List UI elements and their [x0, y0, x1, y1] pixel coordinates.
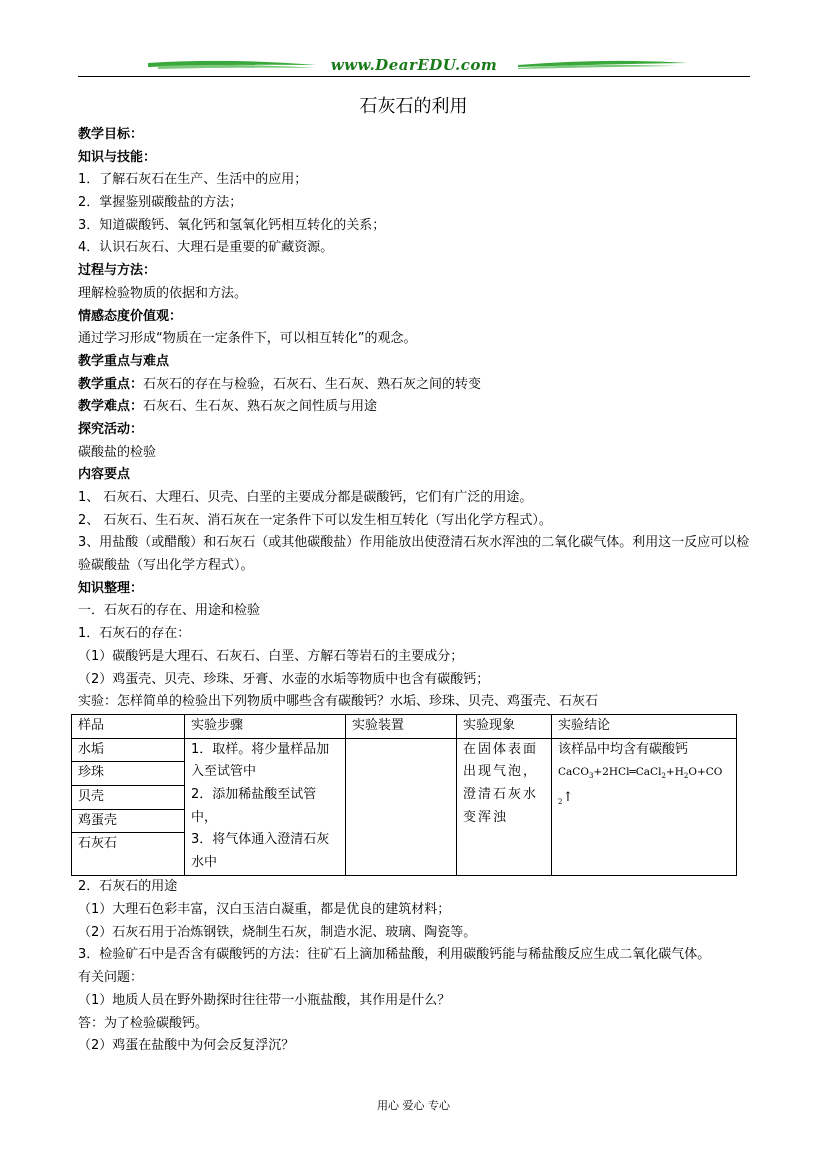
sample-cell: 鸡蛋壳	[72, 809, 185, 833]
table-header-cell: 实验结论	[552, 714, 737, 738]
knowledge-item: 1．了解石灰石在生产、生活中的应用；	[78, 172, 308, 188]
difficulty-line	[78, 396, 750, 419]
page-footer: 用心 爱心 专心	[377, 1099, 450, 1112]
attitude-text: 通过学习形成“物质在一定条件下，可以相互转化”的观念。	[78, 331, 417, 347]
content-heading: 内容要点	[78, 467, 131, 483]
content-item: 2、 石灰石、生石灰、消石灰在一定条件下可以发生相互转化（写出化学方程式）。	[78, 512, 552, 528]
site-url: www.DearEDU.com	[330, 56, 498, 74]
knowledge-heading: 知识与技能：	[78, 149, 157, 165]
content-item: 3、用盐酸（或醋酸）和石灰石（或其他碳酸盐）作用能放出使澄清石灰水浑浊的二氧化碳气体。利用这一反应可以检验碳酸盐（写出化学方程式）。	[78, 535, 750, 574]
table-header-cell: 实验步骤	[185, 714, 346, 738]
page-title: 石灰石的利用	[359, 96, 468, 117]
question-1: （1）地质人员在野外勘探时往往带一小瓶盐酸，其作用是什么？	[78, 992, 451, 1008]
knowledge-item: 3．知道碳酸钙、氧化钙和氢氧化钙相互转化的关系；	[78, 217, 386, 233]
test-method: 3．检验矿石中是否含有碳酸钙的方法：往矿石上滴加稀盐酸，利用碳酸钙能与稀盐酸反应生成二氧化碳气体。	[78, 947, 711, 963]
phenomenon-cell: 在固体表面出现气泡，澄清石灰水变浑浊	[457, 738, 552, 876]
sample-cell: 贝壳	[72, 786, 185, 810]
content-item: 1、 石灰石、大理石、贝壳、白垩的主要成分都是碳酸钙，它们有广泛的用途。	[78, 490, 533, 505]
key-heading: 教学重点与难点	[78, 353, 170, 369]
explore-text: 碳酸盐的检验	[78, 444, 157, 460]
document-body	[78, 124, 750, 1058]
uses-title: 2．石灰石的用途	[78, 879, 178, 895]
table-header-cell: 实验现象	[457, 714, 552, 738]
goals-heading: 教学目标：	[78, 127, 144, 142]
process-text: 理解检验物质的依据和方法。	[78, 285, 248, 301]
part1-title: 一．石灰石的存在、用途和检验	[78, 603, 261, 619]
difficulty-text: 石灰石、生石灰、熟石灰之间性质与用途	[143, 399, 378, 415]
key-point-text: 石灰石的存在与检验，石灰石、生石灰、熟石灰之间的转变	[143, 376, 482, 392]
knowledge-item: 2．掌握鉴别碳酸盐的方法；	[78, 195, 243, 211]
question-2: （2）鸡蛋在盐酸中为何会反复浮沉？	[78, 1038, 295, 1054]
uses-item: （2）石灰石用于冶炼钢铁，烧制生石灰，制造水泥、玻璃、陶瓷等。	[78, 924, 477, 940]
key-point-line	[78, 374, 750, 397]
explore-heading: 探究活动：	[78, 421, 144, 437]
sample-cell: 珍珠	[72, 762, 185, 786]
sub1-title: 1．石灰石的存在：	[78, 626, 191, 642]
table-header-row	[72, 714, 737, 738]
step-item: 3．将气体通入澄清石灰水中	[191, 832, 330, 871]
sample-cell: 水垢	[72, 738, 185, 762]
uses-item: （1）大理石色彩丰富，汉白玉洁白凝重，都是优良的建筑材料；	[78, 902, 451, 918]
steps-cell	[185, 738, 346, 876]
header-divider	[78, 76, 750, 77]
table-row	[72, 738, 737, 762]
step-item: 1．取样。将少量样品加入至试管中	[191, 741, 330, 780]
attitude-heading: 情感态度价值观：	[78, 308, 183, 324]
conclusion-text: 该样品中均含有碳酸钙	[558, 741, 689, 757]
experiment-table	[71, 714, 737, 877]
answer-1: 答：为了检验碳酸钙。	[78, 1015, 209, 1031]
sample-cell: 石灰石	[72, 833, 185, 876]
sub1-item: （1）碳酸钙是大理石、石灰石、白垩、方解石等岩石的主要成分；	[78, 648, 464, 664]
sub1-item: （2）鸡蛋壳、贝壳、珍珠、牙膏、水壶的水垢等物质中也含有碳酸钙；	[78, 671, 490, 687]
table-header-cell: 实验装置	[346, 714, 457, 738]
key-point-label: 教学重点：	[78, 376, 144, 392]
apparatus-cell	[346, 738, 457, 876]
experiment-intro: 实验：怎样简单的检验出下列物质中哪些含有碳酸钙？水垢、珍珠、贝壳、鸡蛋壳、石灰石	[78, 694, 599, 710]
questions-heading: 有关问题：	[78, 970, 144, 986]
step-item: 2．添加稀盐酸至试管中，	[191, 787, 317, 825]
conclusion-cell	[552, 738, 737, 876]
organize-heading: 知识整理：	[78, 580, 144, 596]
table-header-cell: 样品	[72, 714, 185, 738]
process-heading: 过程与方法：	[78, 263, 157, 279]
knowledge-item: 4．认识石灰石、大理石是重要的矿藏资源。	[78, 240, 334, 256]
difficulty-label: 教学难点：	[78, 399, 144, 415]
gas-arrow-icon: ↑	[562, 790, 574, 806]
chemical-equation: $CaCO_3+2HCl═CaCl_2+H_2O+CO$ $_2$↑	[558, 766, 723, 807]
